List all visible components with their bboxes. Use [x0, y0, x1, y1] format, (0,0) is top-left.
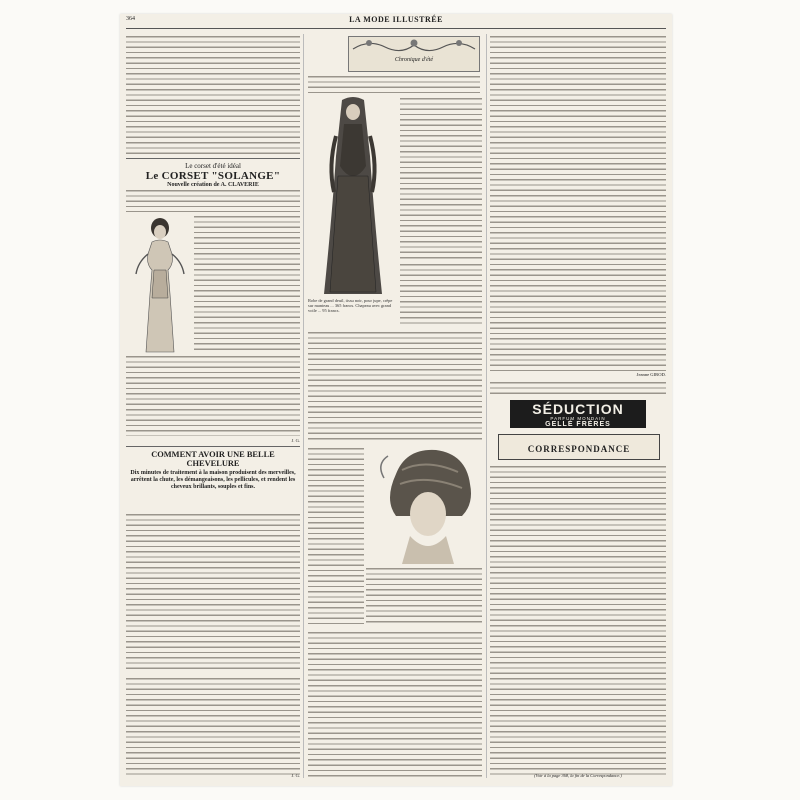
- divider: [126, 158, 300, 159]
- ad-intro: Le corset d'été idéal: [185, 162, 241, 170]
- correspondence-title: CORRESPONDANCE: [527, 444, 631, 454]
- corset-illustration: [128, 214, 192, 354]
- floral-ornament: [349, 37, 479, 55]
- text-block: [308, 630, 482, 778]
- column-right: [490, 34, 666, 778]
- banner-title: Chronique d'été: [394, 57, 434, 63]
- signature: Jeanne GIROD.: [636, 372, 666, 377]
- hairstyle-portrait: [366, 444, 482, 564]
- text-block: [308, 74, 480, 94]
- column-rule: [486, 34, 487, 778]
- article-subtitle: Dix minutes de traitement à la maison produisent des merveilles, arrêtent la chute, les démangeaisons, les pellicules, et rendent les cheveux brillants, souples et fins.: [130, 470, 296, 490]
- ad-creator: Nouvelle création de A. CLAVERIE: [167, 182, 259, 188]
- corset-ad: [126, 162, 300, 188]
- signature: J. G.: [291, 438, 300, 443]
- page-header: [120, 14, 672, 28]
- text-block: [400, 262, 482, 326]
- text-block: [126, 512, 300, 672]
- text-block: [126, 34, 300, 154]
- ad-name: Le CORSET "SOLANGE": [145, 170, 281, 182]
- column-left: [126, 34, 300, 778]
- text-block: [126, 354, 300, 436]
- text-block: [308, 446, 364, 626]
- signature: J. G.: [291, 773, 300, 778]
- article-title: COMMENT AVOIR UNE BELLE CHEVELURE: [151, 450, 275, 468]
- text-block: [490, 34, 666, 372]
- header-rule: [126, 28, 666, 29]
- perfume-tagline: PARFUM MONDAIN: [550, 416, 606, 421]
- text-block: [490, 380, 666, 398]
- text-block: [490, 464, 666, 778]
- text-block: [308, 330, 482, 442]
- mourning-dress-illustration: [308, 96, 398, 296]
- text-block: [126, 676, 300, 778]
- chronique-banner: [348, 36, 480, 72]
- publication-title: LA MODE ILLUSTRÉE: [349, 15, 443, 24]
- divider: [126, 446, 300, 447]
- figure-caption: Robe de grand deuil, tissu noir, pour jupe, crêpe sur manteau ... 365 francs. Chapeau avec grand voile ... 95 francs.: [308, 298, 393, 313]
- magazine-page: [120, 14, 672, 786]
- text-block: [400, 96, 482, 260]
- correspondence-banner: [498, 434, 660, 460]
- text-block: [366, 566, 482, 626]
- perfume-name: SÉDUCTION: [532, 401, 624, 417]
- footer-note: (Voir à la page 368, la fin de la Correspondance.): [534, 773, 622, 778]
- column-rule: [303, 34, 304, 778]
- text-block: [194, 214, 300, 350]
- page-number: 364: [126, 16, 135, 22]
- hair-article-heading: [126, 450, 300, 491]
- perfume-maker: GELLÉ FRÈRES: [545, 421, 611, 428]
- column-middle: [308, 34, 482, 778]
- text-block: [126, 188, 300, 212]
- perfume-ad: [510, 400, 646, 428]
